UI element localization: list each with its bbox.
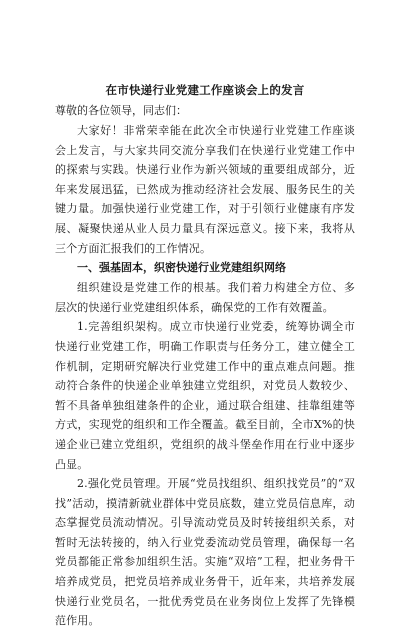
document-title: 在市快递行业党建工作座谈会上的发言: [105, 83, 305, 97]
salutation: 尊敬的各位领导，同志们：: [55, 104, 187, 117]
intro-paragraph: 大家好！非常荣幸能在此次全市快递行业党建工作座谈会上发言，与大家共同交流分享我们在快递行业党建工作中的探索与实践。快递行业作为新兴领域的重要组成部分，近年来发展迅猛，已然成为推动经济社会发展、服务民生的关键力量。加强快递行业党建工作，对于引领行业健康有序发展、凝聚快递从业人员力量具有深远意义。接下来，我将从三个方面汇报我们的工作情况。: [55, 124, 355, 255]
section-paragraph-2: 2.强化党员管理。开展“党员找组织、组织找党员”的“双找”活动，摸清新就业群体中党员底数，建立党员信息库，动态掌握党员流动情况。引导流动党员及时转接组织关系，对暂时无法转接的，纳入行业党委流动党员管理，确保每一名党员都能正常参加组织生活。实施“双培”工程，把业务骨干培养成党员，把党员培养成业务骨干，近年来，共培养发展快递行业党员名，一批优秀党员在业务岗位上发挥了先锋模范作用。: [55, 477, 355, 628]
section-heading: 一、强基固本，织密快递行业党建组织网络: [77, 261, 286, 275]
section-paragraph-intro: 组织建设是党建工作的根基。我们着力构建全方位、多层次的快递行业党建组织体系，确保党的工作有效覆盖。: [55, 281, 355, 314]
section-paragraph-1: 1.完善组织架构。成立市快递行业党委，统筹协调全市快递行业党建工作，明确工作职责与任务分工，建立健全工作机制，定期研究解决行业党建工作中的重点难点问题。推动符合条件的快递企业单独建立党组织，对党员人数较少、暂不具备单独组建条件的企业，通过联合组建、挂靠组建等方式，实现党的组织和工作全覆盖。截至目前，全市X%的快递企业已建立党组织，党组织的战斗堡垒作用在行业中逐步凸显。: [55, 320, 355, 471]
